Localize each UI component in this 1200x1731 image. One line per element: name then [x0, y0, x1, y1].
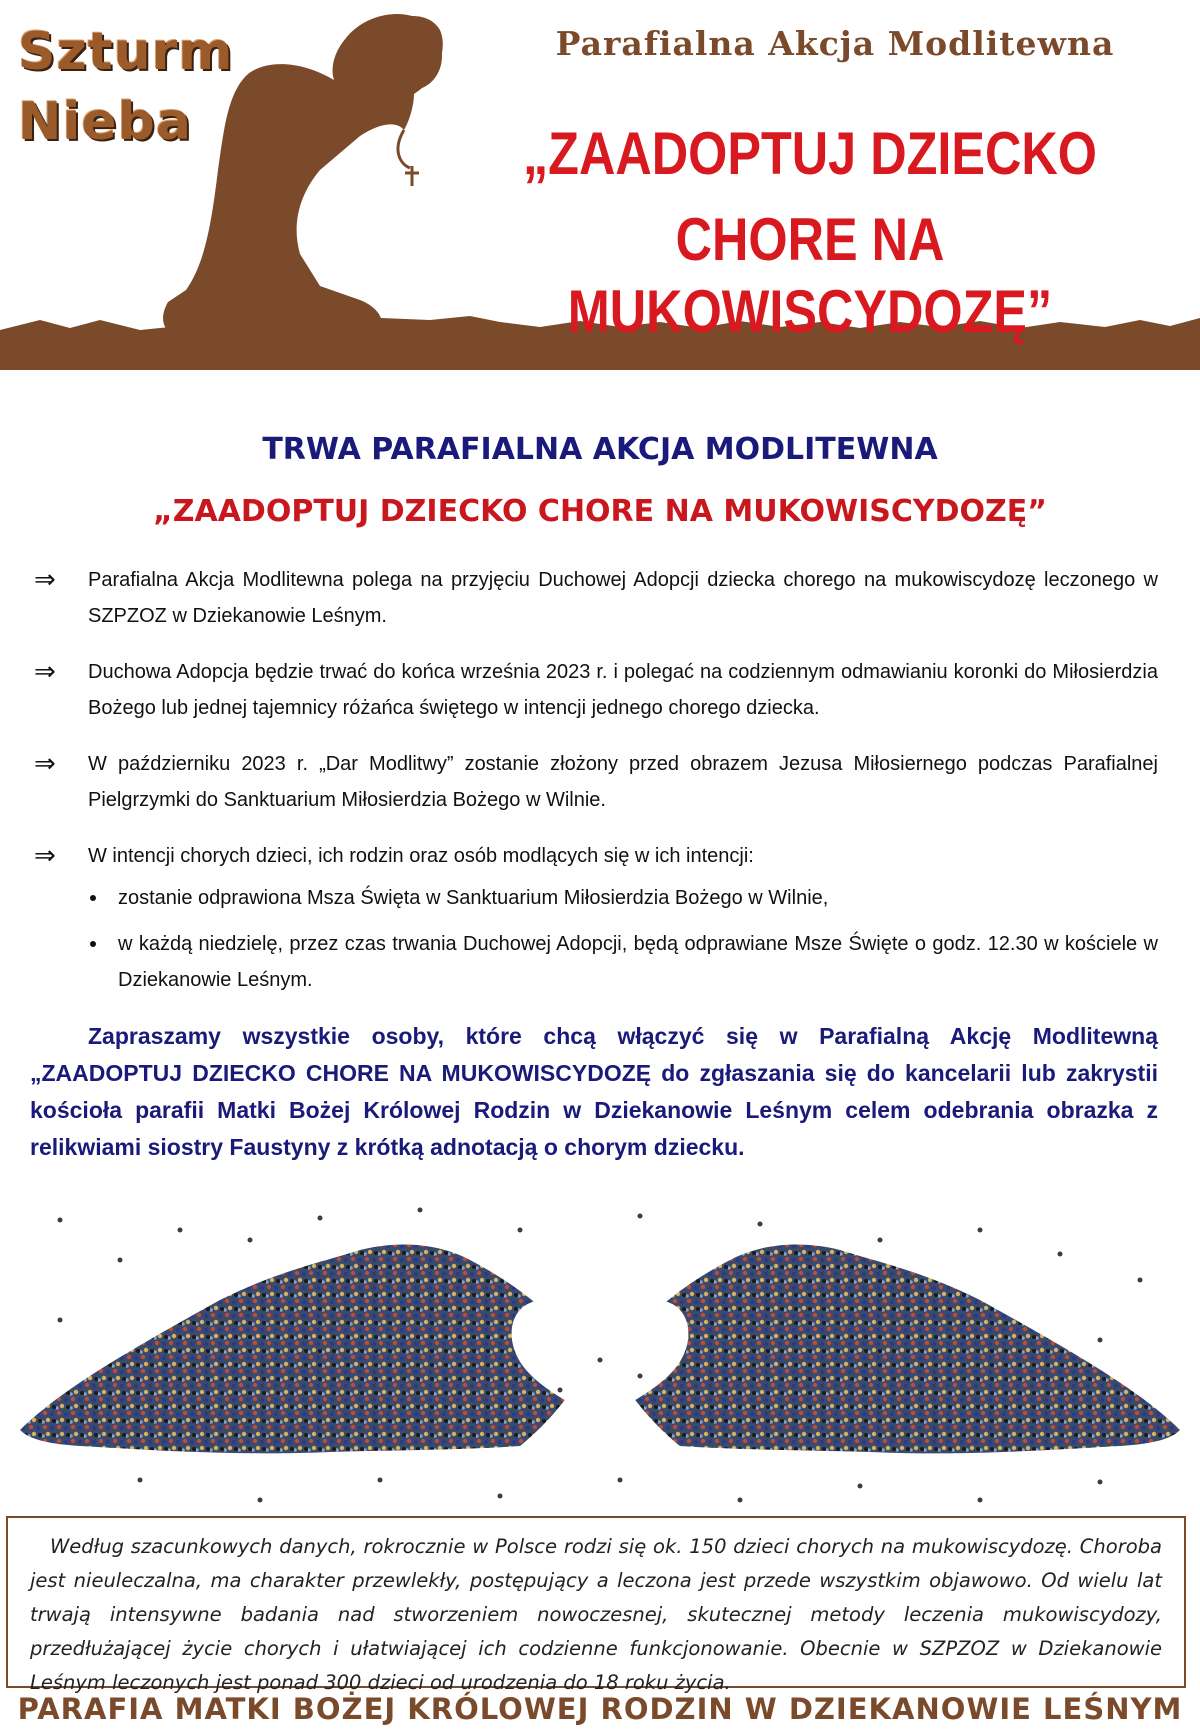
bullet-item [88, 926, 1158, 998]
invitation-paragraph: Zapraszamy wszystkie osoby, które chcą włączyć się w Parafialną Akcję Modlitewną „ZAADOPTUJ DZIECKO CHORE NA MUKOWISCYDOZĘ do zgłaszania się do kancelarii lub zakrystii kościoła parafii Matki Bożej Królowej Rodzin w Dziekanowie Leśnym celem odebrania obrazka z relikwiami siostry Faustyny z krótką adnotacją o chorym dziecku. [30, 1023, 1158, 1160]
header-kicker: Parafialna Akcja Modlitewna [475, 16, 1195, 72]
point-item [30, 562, 1158, 634]
point-item [30, 746, 1158, 818]
bullet-text: w każdą niedzielę, przez czas trwania Duchowej Adopcji, będą odprawiane Msze Święte o godz. 12.30 w kościele w Dziekanowie Leśnym. [118, 933, 1158, 991]
point-text: W październiku 2023 r. „Dar Modlitwy” zostanie złożony przed obrazem Jezusa Miłosiernego podczas Parafialnej Pielgrzymki do Sanktuarium Miłosierdzia Bożego w Wilnie. [88, 753, 1158, 811]
header-banner [0, 0, 1200, 370]
info-box [6, 1516, 1186, 1694]
double-arrow-icon: ⇒ [34, 749, 56, 779]
subtitle-line-2: „ZAADOPTUJ DZIECKO CHORE NA MUKOWISCYDOZĘ” [153, 494, 1047, 529]
double-arrow-icon: ⇒ [34, 841, 56, 871]
logo-line-2: Nieba [18, 92, 192, 152]
logo-line-1: Szturm [18, 22, 234, 82]
footer-parish-name: PARAFIA MATKI BOŻEJ KRÓLOWEJ RODZIN W DZIEKANOWIE LEŚNYM [17, 1692, 1183, 1726]
point-text: W intencji chorych dzieci, ich rodzin oraz osób modlących się w ich intencji: [88, 845, 754, 867]
double-arrow-icon: ⇒ [34, 565, 56, 595]
crowd-forming-open-hands-heart-icon [0, 1200, 1200, 1520]
subtitle-line-1: TRWA PARAFIALNA AKCJA MODLITEWNA [262, 432, 938, 467]
bullet-item [88, 880, 1158, 916]
point-text: Duchowa Adopcja będzie trwać do końca września 2023 r. i polegać na codziennym odmawianiu koronki do Miłosierdzia Bożego lub jednej tajemnicy różańca świętego w intencji jednego chorego dziecka. [88, 661, 1158, 719]
bullet-dot-icon [90, 941, 96, 947]
point-text: Parafialna Akcja Modlitewna polega na przyjęciu Duchowej Adopcji dziecka chorego na mukowiscydozę leczonego w SZPZOZ w Dziekanowie Leśnym. [88, 569, 1158, 627]
points-list [30, 562, 1158, 1018]
bullet-text: zostanie odprawiona Msza Święta w Sanktuarium Miłosierdzia Bożego w Wilnie, [118, 887, 829, 909]
double-arrow-icon: ⇒ [34, 657, 56, 687]
bullet-dot-icon [90, 895, 96, 901]
main-title-line-2: CHORE NA MUKOWISCYDOZĘ” [567, 206, 1053, 345]
point-item [30, 838, 1158, 998]
main-title-line-1: „ZAADOPTUJ DZIECKO [522, 120, 1098, 187]
bullet-list [88, 880, 1158, 998]
point-item [30, 654, 1158, 726]
info-text: Według szacunkowych danych, rokrocznie w Polsce rodzi się ok. 150 dzieci chorych na mukowiscydozę. Choroba jest nieuleczalna, ma charakter przewlekły, postępujący a leczona jest przede wszystkim objawowo. Od wielu lat trwają intensywne badania nad stworzeniem nowoczesnej, skutecznej metody leczenia mukowiscydozy, przedłużającej życie chorych i ułatwiającej ich codzienne funkcjonowanie. Obecnie w SZPZOZ w Dziekanowie Leśnym leczonych jest ponad 300 dzieci od urodzenia do 18 roku życia. [30, 1535, 1162, 1694]
